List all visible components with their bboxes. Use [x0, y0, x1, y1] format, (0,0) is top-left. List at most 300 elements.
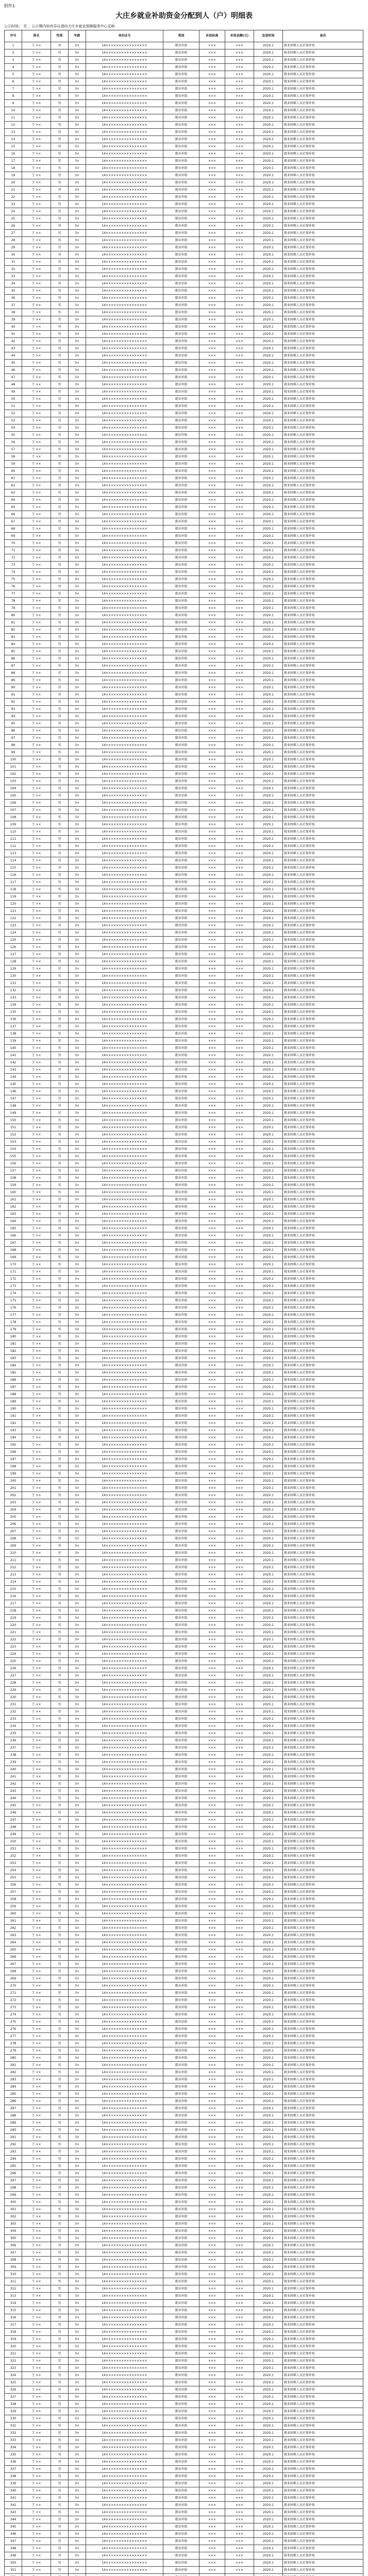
- note-cell: 就业困难人员社保补贴: [283, 165, 363, 172]
- date-cell: 2020.1: [254, 100, 283, 107]
- gender-cell: 男: [51, 2040, 69, 2047]
- table-row: [5, 713, 363, 720]
- gender-cell: 男: [51, 396, 69, 403]
- standard-cell: ×××: [199, 475, 225, 482]
- id-cell: 14××××××××××××××××: [86, 1081, 163, 1088]
- table-row: [5, 439, 363, 446]
- id-cell: 14××××××××××××××××: [86, 1990, 163, 1997]
- standard-cell: ×××: [199, 1268, 225, 1276]
- age-cell: 3×: [69, 1002, 86, 1009]
- name-cell: 王 ××: [22, 1175, 51, 1182]
- id-cell: 14××××××××××××××××: [86, 208, 163, 215]
- name-cell: 王 ××: [22, 42, 51, 49]
- name-cell: 王 ××: [22, 280, 51, 287]
- name-cell: 王 ××: [22, 807, 51, 814]
- amount-cell: ×××: [225, 821, 254, 828]
- gender-cell: 男: [51, 1066, 69, 1074]
- date-cell: 2020.1: [254, 1319, 283, 1326]
- gender-cell: 男: [51, 461, 69, 468]
- standard-cell: ×××: [199, 893, 225, 901]
- standard-cell: ×××: [199, 1918, 225, 1925]
- note-cell: 就业困难人员社保补贴: [283, 1478, 363, 1485]
- date-cell: 2020.1: [254, 1874, 283, 1882]
- category-cell: 就业补助: [163, 1795, 199, 1802]
- table-row: [5, 1925, 363, 1932]
- name-cell: 王 ××: [22, 2257, 51, 2264]
- name-cell: 王 ××: [22, 626, 51, 634]
- category-cell: 就业补助: [163, 482, 199, 489]
- note-cell: 就业困难人员社保补贴: [283, 143, 363, 150]
- name-cell: 王 ××: [22, 71, 51, 78]
- note-cell: 就业困难人员社保补贴: [283, 1716, 363, 1723]
- name-cell: 王 ××: [22, 634, 51, 641]
- category-cell: 就业补助: [163, 1535, 199, 1543]
- age-cell: 3×: [69, 352, 86, 360]
- standard-cell: ×××: [199, 1499, 225, 1506]
- index-cell: 222: [5, 1636, 22, 1643]
- index-cell: 239: [5, 1759, 22, 1766]
- standard-cell: ×××: [199, 1261, 225, 1268]
- note-cell: 就业困难人员社保补贴: [283, 2321, 363, 2329]
- category-cell: 就业补助: [163, 706, 199, 713]
- category-cell: 就业补助: [163, 475, 199, 482]
- gender-cell: 男: [51, 2415, 69, 2422]
- age-cell: 3×: [69, 915, 86, 922]
- standard-cell: ×××: [199, 2199, 225, 2206]
- date-cell: 2020.1: [254, 2033, 283, 2040]
- index-cell: 92: [5, 699, 22, 706]
- age-cell: 3×: [69, 1535, 86, 1543]
- standard-cell: ×××: [199, 1276, 225, 1283]
- standard-cell: ×××: [199, 2112, 225, 2120]
- amount-cell: ×××: [225, 1824, 254, 1831]
- id-cell: 14××××××××××××××××: [86, 230, 163, 237]
- standard-cell: ×××: [199, 1052, 225, 1059]
- amount-cell: ×××: [225, 57, 254, 64]
- date-cell: 2020.1: [254, 2473, 283, 2480]
- standard-cell: ×××: [199, 403, 225, 410]
- standard-cell: ×××: [199, 2516, 225, 2523]
- category-cell: 就业补助: [163, 2069, 199, 2076]
- amount-cell: ×××: [225, 1600, 254, 1607]
- date-cell: 2020.1: [254, 78, 283, 86]
- id-cell: 14××××××××××××××××: [86, 1319, 163, 1326]
- amount-cell: ×××: [225, 1434, 254, 1442]
- note-cell: 就业困难人员社保补贴: [283, 1110, 363, 1117]
- note-cell: 就业困难人员社保补贴: [283, 677, 363, 684]
- index-cell: 328: [5, 2401, 22, 2408]
- date-cell: 2020.1: [254, 150, 283, 158]
- table-row: [5, 1204, 363, 1211]
- name-cell: 王 ××: [22, 2019, 51, 2026]
- standard-cell: ×××: [199, 2242, 225, 2249]
- note-cell: 就业困难人员社保补贴: [283, 2235, 363, 2242]
- standard-cell: ×××: [199, 2372, 225, 2379]
- standard-cell: ×××: [199, 1456, 225, 1463]
- date-cell: 2020.1: [254, 713, 283, 720]
- standard-cell: ×××: [199, 1348, 225, 1355]
- date-cell: 2020.1: [254, 655, 283, 663]
- standard-cell: ×××: [199, 2336, 225, 2343]
- note-cell: 就业困难人员社保补贴: [283, 1182, 363, 1189]
- standard-cell: ×××: [199, 929, 225, 937]
- id-cell: 14××××××××××××××××: [86, 2430, 163, 2437]
- amount-cell: ×××: [225, 663, 254, 670]
- standard-cell: ×××: [199, 1658, 225, 1665]
- category-cell: 就业补助: [163, 150, 199, 158]
- standard-cell: ×××: [199, 2444, 225, 2451]
- category-cell: 就业补助: [163, 2415, 199, 2422]
- gender-cell: 男: [51, 489, 69, 497]
- id-cell: 14××××××××××××××××: [86, 994, 163, 1002]
- standard-cell: ×××: [199, 1211, 225, 1218]
- age-cell: 3×: [69, 2206, 86, 2213]
- age-cell: 3×: [69, 1831, 86, 1838]
- gender-cell: 男: [51, 1449, 69, 1456]
- standard-cell: ×××: [199, 122, 225, 129]
- note-cell: 就业困难人员社保补贴: [283, 453, 363, 461]
- table-row: [5, 1218, 363, 1225]
- table-row: [5, 1297, 363, 1304]
- date-cell: 2020.1: [254, 396, 283, 403]
- category-cell: 就业补助: [163, 2329, 199, 2336]
- standard-cell: ×××: [199, 114, 225, 122]
- standard-cell: ×××: [199, 287, 225, 295]
- amount-cell: ×××: [225, 1781, 254, 1788]
- category-cell: 就业补助: [163, 2365, 199, 2372]
- index-cell: 162: [5, 1204, 22, 1211]
- age-cell: 3×: [69, 497, 86, 504]
- index-cell: 150: [5, 1117, 22, 1124]
- age-cell: 3×: [69, 2314, 86, 2321]
- table-row: [5, 1009, 363, 1016]
- table-row: [5, 850, 363, 857]
- category-cell: 就业补助: [163, 792, 199, 800]
- note-cell: 就业困难人员社保补贴: [283, 1882, 363, 1889]
- index-cell: 121: [5, 908, 22, 915]
- age-cell: 3×: [69, 2379, 86, 2386]
- index-cell: 3: [5, 57, 22, 64]
- standard-cell: ×××: [199, 612, 225, 619]
- date-cell: 2020.1: [254, 2502, 283, 2509]
- gender-cell: 男: [51, 1925, 69, 1932]
- table-row: [5, 1680, 363, 1687]
- age-cell: 3×: [69, 302, 86, 309]
- name-cell: 王 ××: [22, 2509, 51, 2516]
- date-cell: 2020.1: [254, 1543, 283, 1550]
- amount-cell: ×××: [225, 482, 254, 489]
- index-cell: 334: [5, 2444, 22, 2451]
- standard-cell: ×××: [199, 1117, 225, 1124]
- category-cell: 就业补助: [163, 1622, 199, 1629]
- table-row: [5, 497, 363, 504]
- note-cell: 就业困难人员社保补贴: [283, 425, 363, 432]
- note-cell: 就业困难人员社保补贴: [283, 879, 363, 886]
- age-cell: 3×: [69, 367, 86, 374]
- id-cell: 14××××××××××××××××: [86, 1975, 163, 1982]
- gender-cell: 男: [51, 453, 69, 461]
- category-cell: 就业补助: [163, 49, 199, 57]
- id-cell: 14××××××××××××××××: [86, 2011, 163, 2019]
- age-cell: 3×: [69, 1860, 86, 1867]
- age-cell: 3×: [69, 756, 86, 764]
- gender-cell: 男: [51, 756, 69, 764]
- name-cell: 王 ××: [22, 1874, 51, 1882]
- table-row: [5, 1463, 363, 1470]
- standard-cell: ×××: [199, 547, 225, 554]
- index-cell: 241: [5, 1773, 22, 1781]
- name-cell: 王 ××: [22, 865, 51, 872]
- note-cell: 就业困难人员社保补贴: [283, 857, 363, 865]
- index-cell: 85: [5, 648, 22, 655]
- age-cell: 3×: [69, 114, 86, 122]
- age-cell: 3×: [69, 540, 86, 547]
- age-cell: 3×: [69, 1802, 86, 1809]
- gender-cell: 男: [51, 2495, 69, 2502]
- note-cell: 就业困难人员社保补贴: [283, 2495, 363, 2502]
- standard-cell: ×××: [199, 2329, 225, 2336]
- amount-cell: ×××: [225, 1903, 254, 1910]
- name-cell: 王 ××: [22, 2055, 51, 2062]
- name-cell: 王 ××: [22, 850, 51, 857]
- id-cell: 14××××××××××××××××: [86, 2314, 163, 2321]
- gender-cell: 男: [51, 331, 69, 338]
- date-cell: 2020.1: [254, 201, 283, 208]
- table-row: [5, 179, 363, 187]
- date-cell: 2020.1: [254, 2011, 283, 2019]
- category-cell: 就业补助: [163, 78, 199, 86]
- category-cell: 就业补助: [163, 1066, 199, 1074]
- index-cell: 298: [5, 2184, 22, 2192]
- table-row: [5, 1528, 363, 1535]
- table-body: [5, 42, 363, 2576]
- amount-cell: ×××: [225, 1752, 254, 1759]
- index-cell: 129: [5, 965, 22, 973]
- index-cell: 350: [5, 2560, 22, 2567]
- amount-cell: ×××: [225, 1716, 254, 1723]
- amount-cell: ×××: [225, 2127, 254, 2134]
- amount-cell: ×××: [225, 533, 254, 540]
- category-cell: 就业补助: [163, 1384, 199, 1391]
- name-cell: 王 ××: [22, 742, 51, 749]
- gender-cell: 男: [51, 547, 69, 554]
- note-cell: 就业困难人员社保补贴: [283, 1362, 363, 1369]
- category-cell: 就业补助: [163, 1434, 199, 1442]
- category-cell: 就业补助: [163, 1456, 199, 1463]
- name-cell: 王 ××: [22, 1903, 51, 1910]
- name-cell: 王 ××: [22, 1557, 51, 1564]
- id-cell: 14××××××××××××××××: [86, 287, 163, 295]
- note-cell: 就业困难人员社保补贴: [283, 1773, 363, 1781]
- name-cell: 王 ××: [22, 2192, 51, 2199]
- index-cell: 315: [5, 2307, 22, 2314]
- name-cell: 王 ××: [22, 836, 51, 843]
- table-row: [5, 259, 363, 266]
- id-cell: 14××××××××××××××××: [86, 1860, 163, 1867]
- category-cell: 就业补助: [163, 2163, 199, 2170]
- date-cell: 2020.1: [254, 2062, 283, 2069]
- category-cell: 就业补助: [163, 453, 199, 461]
- index-cell: 207: [5, 1528, 22, 1535]
- category-cell: 就业补助: [163, 114, 199, 122]
- date-cell: 2020.1: [254, 1961, 283, 1968]
- table-row: [5, 1240, 363, 1247]
- age-cell: 3×: [69, 872, 86, 879]
- gender-cell: 男: [51, 1377, 69, 1384]
- id-cell: 14××××××××××××××××: [86, 1355, 163, 1362]
- date-cell: 2020.1: [254, 302, 283, 309]
- amount-cell: ×××: [225, 1095, 254, 1103]
- date-cell: 2020.1: [254, 2206, 283, 2213]
- category-cell: 就业补助: [163, 2394, 199, 2401]
- gender-cell: 男: [51, 929, 69, 937]
- id-cell: 14××××××××××××××××: [86, 872, 163, 879]
- table-row: [5, 605, 363, 612]
- age-cell: 3×: [69, 1737, 86, 1744]
- note-cell: 就业困难人员社保补贴: [283, 764, 363, 771]
- gender-cell: 男: [51, 987, 69, 994]
- amount-cell: ×××: [225, 2141, 254, 2148]
- name-cell: 王 ××: [22, 2321, 51, 2329]
- age-cell: 3×: [69, 1882, 86, 1889]
- note-cell: 就业困难人员社保补贴: [283, 114, 363, 122]
- gender-cell: 男: [51, 388, 69, 396]
- date-cell: 2020.1: [254, 1420, 283, 1427]
- age-cell: 3×: [69, 922, 86, 929]
- amount-cell: ×××: [225, 850, 254, 857]
- standard-cell: ×××: [199, 1290, 225, 1297]
- note-cell: 就业困难人员社保补贴: [283, 1369, 363, 1377]
- amount-cell: ×××: [225, 1607, 254, 1615]
- amount-cell: ×××: [225, 598, 254, 605]
- age-cell: 3×: [69, 2495, 86, 2502]
- age-cell: 3×: [69, 331, 86, 338]
- category-cell: 就业补助: [163, 727, 199, 735]
- date-cell: 2020.1: [254, 71, 283, 78]
- standard-cell: ×××: [199, 2004, 225, 2011]
- index-cell: 275: [5, 2019, 22, 2026]
- category-cell: 就业补助: [163, 1521, 199, 1528]
- gender-cell: 男: [51, 1095, 69, 1103]
- table-row: [5, 2523, 363, 2531]
- name-cell: 王 ××: [22, 1146, 51, 1153]
- name-cell: 王 ××: [22, 2430, 51, 2437]
- category-cell: 就业补助: [163, 396, 199, 403]
- age-cell: 3×: [69, 1160, 86, 1167]
- amount-cell: ×××: [225, 965, 254, 973]
- id-cell: 14××××××××××××××××: [86, 2120, 163, 2127]
- id-cell: 14××××××××××××××××: [86, 1225, 163, 1232]
- id-cell: 14××××××××××××××××: [86, 2567, 163, 2574]
- date-cell: 2020.1: [254, 1802, 283, 1809]
- table-row: [5, 2271, 363, 2278]
- category-cell: 就业补助: [163, 316, 199, 324]
- name-cell: 王 ××: [22, 2033, 51, 2040]
- gender-cell: 男: [51, 504, 69, 511]
- id-cell: 14××××××××××××××××: [86, 122, 163, 129]
- age-cell: 3×: [69, 1290, 86, 1297]
- category-cell: 就业补助: [163, 64, 199, 71]
- amount-cell: ×××: [225, 2083, 254, 2091]
- id-cell: 14××××××××××××××××: [86, 1413, 163, 1420]
- name-cell: 王 ××: [22, 1211, 51, 1218]
- gender-cell: 男: [51, 1701, 69, 1708]
- table-row: [5, 1954, 363, 1961]
- category-cell: 就业补助: [163, 2184, 199, 2192]
- table-row: [5, 2358, 363, 2365]
- standard-cell: ×××: [199, 57, 225, 64]
- table-row: [5, 1232, 363, 1240]
- age-cell: 3×: [69, 2509, 86, 2516]
- name-cell: 王 ××: [22, 1831, 51, 1838]
- standard-cell: ×××: [199, 439, 225, 446]
- category-cell: 就业补助: [163, 785, 199, 792]
- age-cell: 3×: [69, 461, 86, 468]
- name-cell: 王 ××: [22, 114, 51, 122]
- note-cell: 就业困难人员社保补贴: [283, 922, 363, 929]
- table-row: [5, 2487, 363, 2495]
- standard-cell: ×××: [199, 2523, 225, 2531]
- category-cell: 就业补助: [163, 1319, 199, 1326]
- index-cell: 302: [5, 2213, 22, 2221]
- age-cell: 3×: [69, 1211, 86, 1218]
- standard-cell: ×××: [199, 2011, 225, 2019]
- age-cell: 3×: [69, 2105, 86, 2112]
- category-cell: 就业补助: [163, 1117, 199, 1124]
- id-cell: 14××××××××××××××××: [86, 756, 163, 764]
- id-cell: 14××××××××××××××××: [86, 86, 163, 93]
- note-cell: 就业困难人员社保补贴: [283, 2430, 363, 2437]
- name-cell: 王 ××: [22, 201, 51, 208]
- standard-cell: ×××: [199, 367, 225, 374]
- table-row: [5, 1117, 363, 1124]
- id-cell: 14××××××××××××××××: [86, 2502, 163, 2509]
- standard-cell: ×××: [199, 1038, 225, 1045]
- id-cell: 14××××××××××××××××: [86, 1687, 163, 1694]
- date-cell: 2020.1: [254, 886, 283, 893]
- standard-cell: ×××: [199, 461, 225, 468]
- index-cell: 8: [5, 93, 22, 100]
- amount-cell: ×××: [225, 2026, 254, 2033]
- gender-cell: 男: [51, 1117, 69, 1124]
- index-cell: 5: [5, 71, 22, 78]
- amount-cell: ×××: [225, 1730, 254, 1737]
- category-cell: 就业补助: [163, 2538, 199, 2545]
- id-cell: 14××××××××××××××××: [86, 1492, 163, 1499]
- gender-cell: 男: [51, 208, 69, 215]
- date-cell: 2020.1: [254, 1074, 283, 1081]
- age-cell: 3×: [69, 1723, 86, 1730]
- standard-cell: ×××: [199, 1355, 225, 1362]
- table-row: [5, 583, 363, 590]
- category-cell: 就业补助: [163, 1528, 199, 1535]
- note-cell: 就业困难人员社保补贴: [283, 475, 363, 482]
- standard-cell: ×××: [199, 2495, 225, 2502]
- standard-cell: ×××: [199, 1167, 225, 1175]
- date-cell: 2020.1: [254, 634, 283, 641]
- age-cell: 3×: [69, 57, 86, 64]
- note-cell: 就业困难人员社保补贴: [283, 973, 363, 980]
- id-cell: 14××××××××××××××××: [86, 2473, 163, 2480]
- gender-cell: 男: [51, 381, 69, 388]
- note-cell: 就业困难人员社保补贴: [283, 1103, 363, 1110]
- amount-cell: ×××: [225, 1348, 254, 1355]
- standard-cell: ×××: [199, 2386, 225, 2394]
- age-cell: 3×: [69, 100, 86, 107]
- gender-cell: 男: [51, 2055, 69, 2062]
- category-cell: 就业补助: [163, 2372, 199, 2379]
- name-cell: 王 ××: [22, 2538, 51, 2545]
